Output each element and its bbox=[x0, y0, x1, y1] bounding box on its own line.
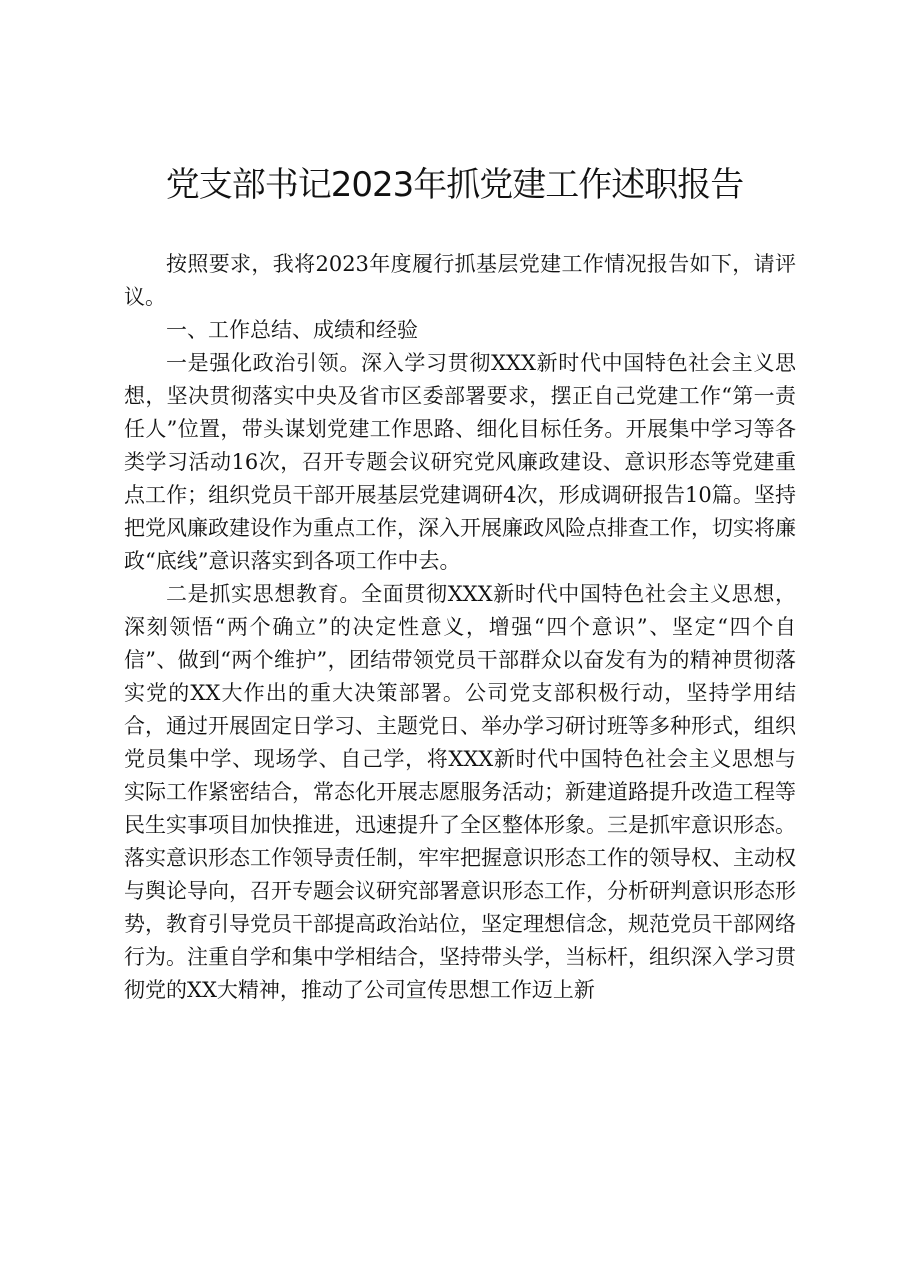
body-paragraph-2: 二是抓实思想教育。全面贯彻XXX新时代中国特色社会主义思想，深刻领悟“两个确立”的决定性意义，增强“四个意识”、坚定“四个自信”、做到“两个维护”，团结带领党员干部群众以奋发有为的精神贯彻落实党的XX大作出的重大决策部署。公司党支部积极行动，坚持学用结合，通过开展固定日学习、主题党日、举办学习研讨班等多种形式，组织党员集中学、现场学、自己学，将XXX新时代中国特色社会主义思想与实际工作紧密结合，常态化开展志愿服务活动；新建道路提升改造工程等民生实事项目加快推进，迅速提升了全区整体形象。三是抓牢意识形态。落实意识形态工作领导责任制，牢牢把握意识形态工作的领导权、主动权与舆论导向，召开专题会议研究部署意识形态工作，分析研判意识形态形势，教育引导党员干部提高政治站位，坚定理想信念，规范党员干部网络行为。注重自学和集中学相结合，坚持带头学，当标杆，组织深入学习贯彻党的XX大精神，推动了公司宣传思想工作迈上新 bbox=[124, 582, 796, 1002]
body-paragraph-1: 一是强化政治引领。深入学习贯彻XXX新时代中国特色社会主义思想，坚决贯彻落实中央及省市区委部署要求，摆正自己党建工作“第一责任人”位置，带头谋划党建工作思路、细化目标任务。开展集中学习等各类学习活动16次，召开专题会议研究党风廉政建设、意识形态等党建重点工作；组织党员干部开展基层党建调研4次，形成调研报告10篇。坚持把党风廉政建设作为重点工作，深入开展廉政风险点排查工作，切实将廉政“底线”意识落实到各项工作中去。 bbox=[124, 351, 796, 573]
document-body bbox=[124, 248, 796, 1007]
section-heading: 一、工作总结、成绩和经验 bbox=[166, 318, 418, 342]
document-title: 党支部书记2023年抓党建工作述职报告 bbox=[165, 165, 744, 205]
intro-paragraph: 按照要求，我将2023年度履行抓基层党建工作情况报告如下，请评议。 bbox=[124, 252, 796, 309]
